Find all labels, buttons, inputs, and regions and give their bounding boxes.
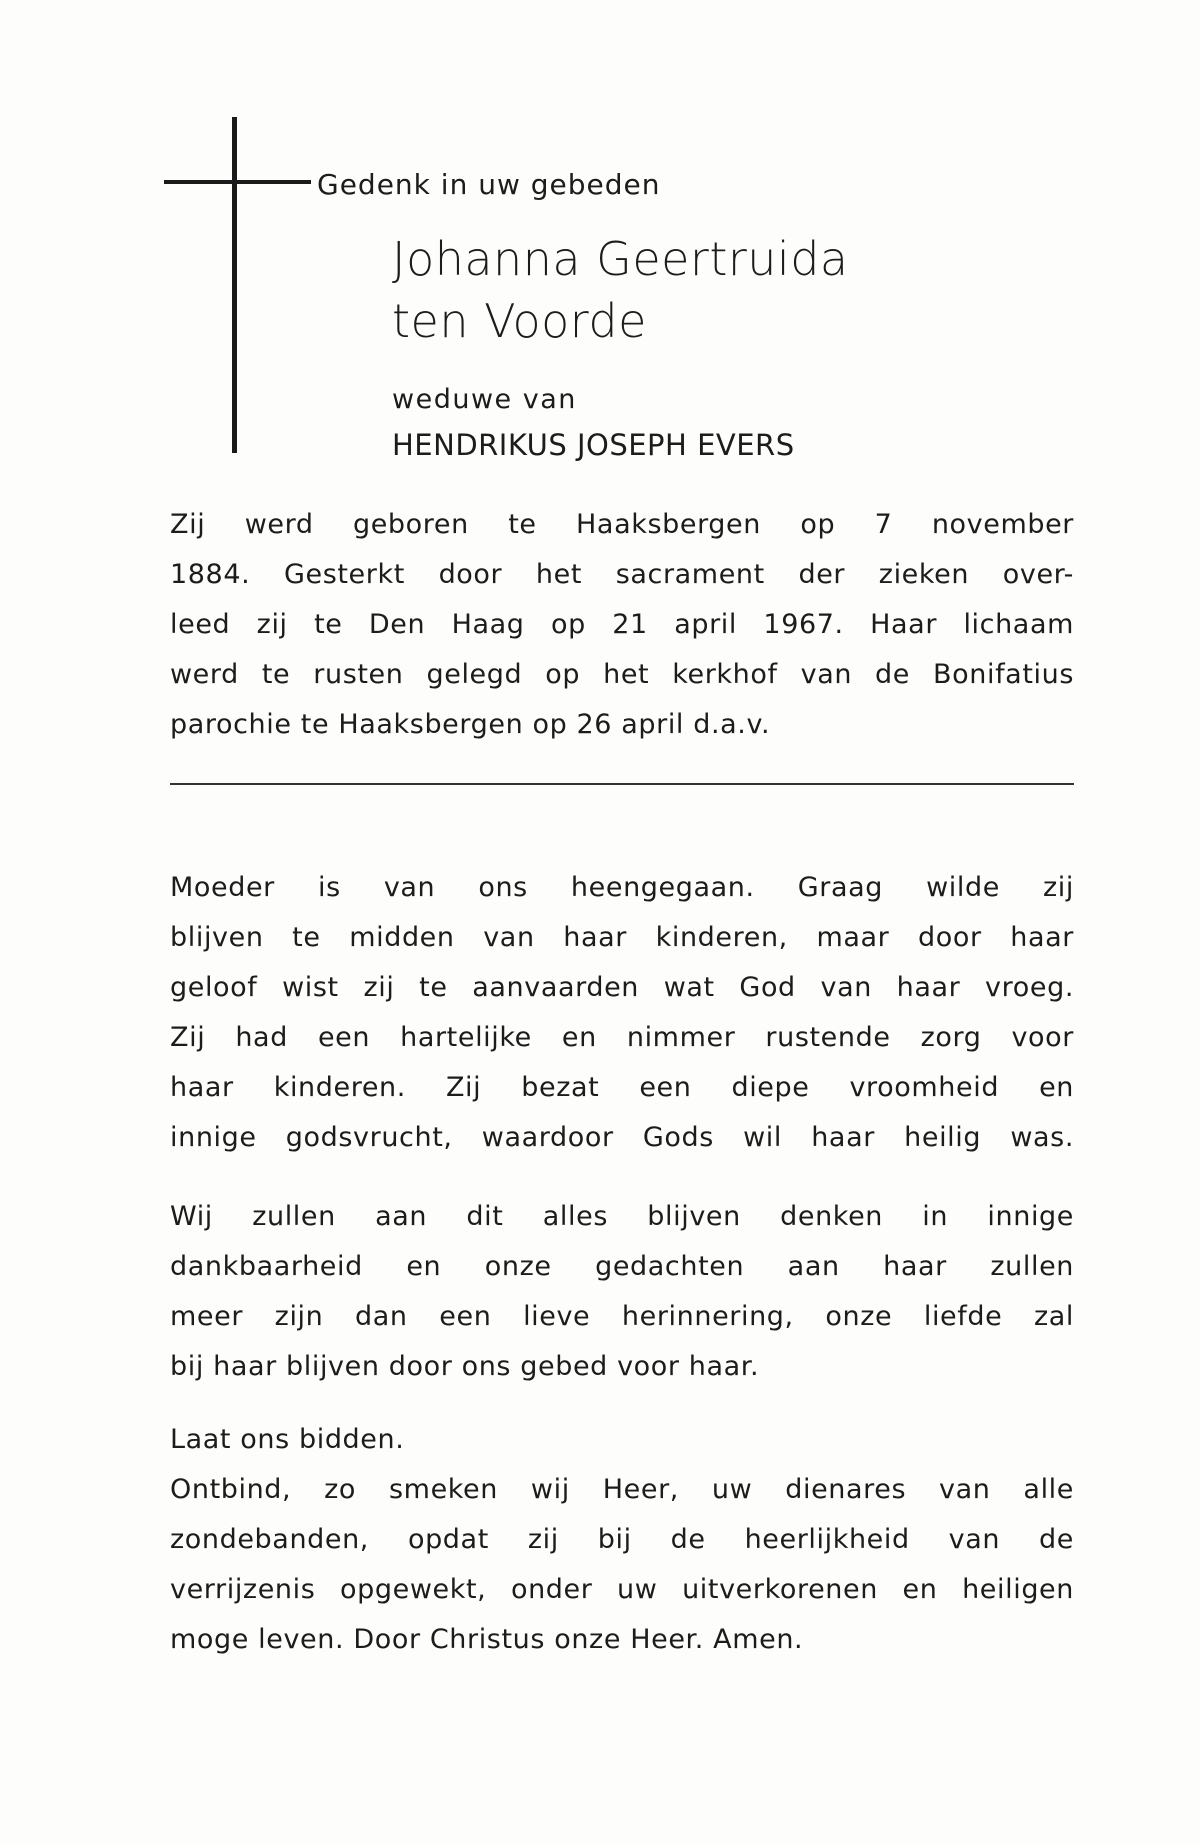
text-line: geloof wist zij te aanvaarden wat God van haar vroeg. bbox=[170, 972, 1074, 1003]
text-line: moge leven. Door Christus onze Heer. Amen. bbox=[170, 1624, 804, 1655]
text-line: Zij werd geboren te Haaksbergen op 7 november bbox=[170, 509, 1074, 540]
text-line: Zij had een hartelijke en nimmer rustende zorg voor bbox=[170, 1022, 1074, 1053]
divider bbox=[170, 783, 1074, 785]
spouse-name: HENDRIKUS JOSEPH EVERS bbox=[392, 428, 795, 462]
text-line: werd te rusten gelegd op het kerkhof van de Bonifatius bbox=[170, 659, 1074, 690]
deceased-name: Johanna Geertruida bbox=[392, 232, 849, 286]
text-line: dankbaarheid en onze gedachten aan haar zullen bbox=[170, 1251, 1074, 1282]
text-line: parochie te Haaksbergen op 26 april d.a.v. bbox=[170, 709, 771, 740]
biography-paragraph bbox=[170, 500, 1074, 750]
text-line: Ontbind, zo smeken wij Heer, uw dienares van alle bbox=[170, 1474, 1074, 1505]
text-line: bij haar blijven door ons gebed voor haar. bbox=[170, 1351, 760, 1382]
text-line: innige godsvrucht, waardoor Gods wil haar heilig was. bbox=[170, 1122, 1074, 1153]
gratitude-paragraph bbox=[170, 1192, 1074, 1392]
remembrance-paragraph bbox=[170, 863, 1074, 1163]
text-line: Laat ons bidden. bbox=[170, 1424, 405, 1455]
text-line: leed zij te Den Haag op 21 april 1967. Haar lichaam bbox=[170, 609, 1074, 640]
prayer-heading: Gedenk in uw gebeden bbox=[317, 168, 661, 201]
cross-icon-bar bbox=[164, 180, 311, 184]
text-line: blijven te midden van haar kinderen, maar door haar bbox=[170, 922, 1074, 953]
text-line: meer zijn dan een lieve herinnering, onze liefde zal bbox=[170, 1301, 1074, 1332]
text-line: verrijzenis opgewekt, onder uw uitverkorenen en heiligen bbox=[170, 1574, 1074, 1605]
text-line: haar kinderen. Zij bezat een diepe vroomheid en bbox=[170, 1072, 1074, 1103]
text-line: Wij zullen aan dit alles blijven denken in innige bbox=[170, 1201, 1074, 1232]
text-line: Moeder is van ons heengegaan. Graag wilde zij bbox=[170, 872, 1074, 903]
cross-icon bbox=[232, 117, 237, 453]
text-line: zondebanden, opdat zij bij de heerlijkheid van de bbox=[170, 1524, 1074, 1555]
text-line: 1884. Gesterkt door het sacrament der zieken over- bbox=[170, 559, 1074, 590]
relation-label: weduwe van bbox=[392, 384, 577, 415]
prayer-paragraph bbox=[170, 1415, 1074, 1665]
deceased-surname: ten Voorde bbox=[392, 294, 647, 348]
